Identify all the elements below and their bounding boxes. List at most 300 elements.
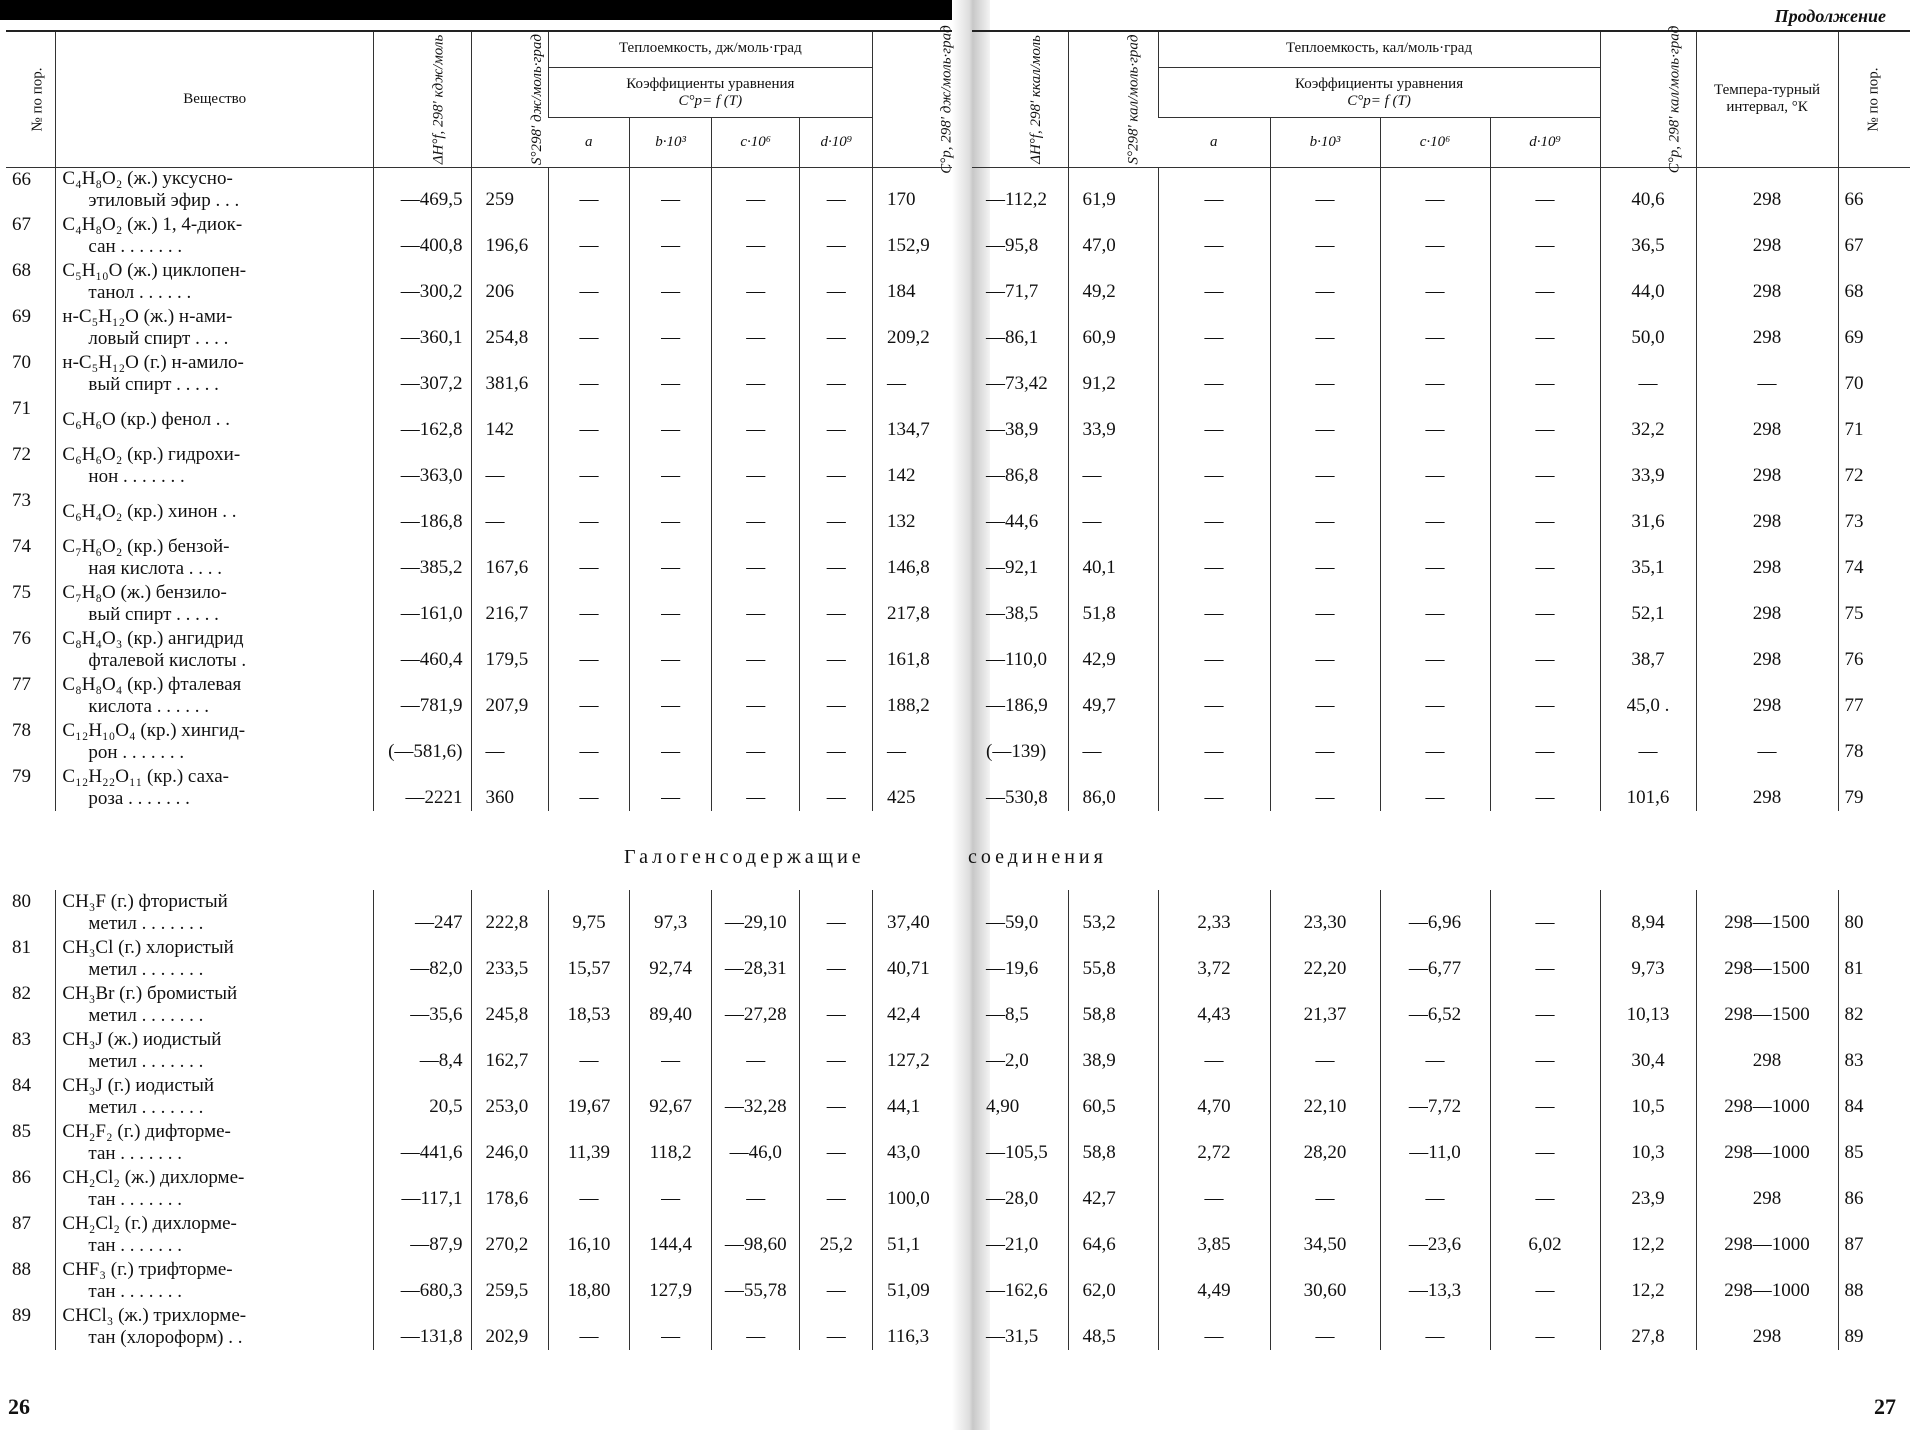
b-cal-cell: — (1270, 765, 1380, 811)
d-cal-cell: — (1490, 489, 1600, 535)
d-cal-cell: — (1490, 443, 1600, 489)
d-cal-cell: — (1490, 936, 1600, 982)
cp298-cal-cell: 8,94 (1600, 890, 1696, 936)
temp-range-cell: 298 (1696, 305, 1838, 351)
dh-kcal-cell: —2,0 (986, 1050, 1029, 1071)
page-number-left: 26 (8, 1394, 30, 1419)
dh-kj-cell: —469,5 (373, 167, 471, 213)
c-cal-cell: — (1380, 1028, 1490, 1074)
c-cal-cell: — (1380, 765, 1490, 811)
s-cal-cell: — (1068, 489, 1158, 535)
header-coef-eq-r: C°p= f (T) (1347, 93, 1411, 109)
a-cell: — (548, 167, 630, 213)
cp298-cal-cell: 23,9 (1600, 1166, 1696, 1212)
substance-line-1: CH₂F₂ (г.) дифторме- (62, 1121, 231, 1142)
table-row (6, 443, 952, 489)
dh-kj-cell: —131,8 (374, 1304, 472, 1350)
header-s-j: S°298' дж/моль·град (528, 33, 545, 165)
table-row (972, 1258, 1910, 1304)
substance-line-1: C₈H₄O₃ (кр.) ангидрид (62, 628, 244, 649)
temp-range-cell: 298 (1696, 1028, 1838, 1074)
c-cell: — (711, 489, 799, 535)
d-cell: — (800, 1258, 873, 1304)
header-d-r: d·10⁹ (1490, 117, 1600, 167)
b-cell: — (630, 627, 712, 673)
cp298-j-cell: 217,8 (873, 581, 952, 627)
s-cal-cell: 49,7 (1068, 673, 1158, 719)
s-cal-cell: — (1068, 719, 1158, 765)
c-cal-cell: —6,77 (1380, 936, 1490, 982)
substance-line-2: роза . . . . . . . (88, 788, 190, 809)
s-j-cell: 381,6 (471, 351, 548, 397)
a-cal-cell: — (1158, 351, 1270, 397)
row-number: 74 (12, 536, 31, 557)
cp298-j-cell: 146,8 (873, 535, 952, 581)
substance-line-1: C₅H₁₀O (ж.) циклопен- (62, 260, 247, 281)
b-cal-cell: — (1270, 305, 1380, 351)
a-cell: — (548, 535, 630, 581)
c-cell: — (711, 167, 799, 213)
c-cal-cell: — (1380, 259, 1490, 305)
table-row (972, 1166, 1910, 1212)
substance-line-1: C₇H₈O (ж.) бензило- (62, 582, 227, 603)
substance-line-1: CHF₃ (г.) трифторме- (62, 1259, 233, 1280)
c-cell: — (711, 627, 799, 673)
d-cell: — (800, 627, 873, 673)
s-j-cell: 196,6 (471, 213, 548, 259)
cp298-j-cell: 184 (873, 259, 952, 305)
c-cal-cell: — (1380, 1166, 1490, 1212)
substance-line-1: н-C₅H₁₂O (г.) н-амило- (62, 352, 244, 373)
table-row (972, 719, 1910, 765)
c-cal-cell: — (1380, 443, 1490, 489)
table-row (972, 890, 1910, 936)
table-row (6, 1212, 952, 1258)
table-row (972, 1304, 1910, 1350)
d-cal-cell: — (1490, 351, 1600, 397)
row-number: 88 (1838, 1258, 1910, 1304)
substance-line-1: CH₃Cl (г.) хлористый (62, 937, 234, 958)
cp298-j-cell: 170 (873, 167, 952, 213)
row-number: 77 (1838, 673, 1910, 719)
dh-kj-cell: (—581,6) (373, 719, 471, 765)
row-number: 68 (12, 260, 31, 281)
table-row (972, 936, 1910, 982)
a-cell: — (548, 765, 630, 811)
a-cell: 18,53 (548, 982, 630, 1028)
c-cell: — (711, 259, 799, 305)
a-cal-cell: — (1158, 259, 1270, 305)
substance-line-2: ловый спирт . . . . (88, 328, 229, 349)
substance-line-2: вый спирт . . . . . (88, 604, 219, 625)
a-cal-cell: — (1158, 443, 1270, 489)
temp-range-cell: 298 (1696, 581, 1838, 627)
dh-kj-cell: —2221 (373, 765, 471, 811)
s-j-cell: — (471, 443, 548, 489)
header-dh-kcal: ΔH°f, 298' ккал/моль (1027, 34, 1044, 164)
b-cell: — (630, 535, 712, 581)
b-cal-cell: — (1270, 535, 1380, 581)
a-cell: — (548, 489, 630, 535)
table-row (6, 673, 952, 719)
b-cell: — (630, 305, 712, 351)
a-cell: 11,39 (548, 1120, 630, 1166)
d-cal-cell: — (1490, 167, 1600, 213)
header-c-r: c·10⁶ (1380, 117, 1490, 167)
d-cal-cell: — (1490, 719, 1600, 765)
substance-line-2: метил . . . . . . . (88, 1051, 204, 1072)
dh-kj-cell: —307,2 (373, 351, 471, 397)
dh-kcal-cell: —8,5 (986, 1004, 1029, 1025)
row-number: 78 (12, 720, 31, 741)
s-j-cell: 254,8 (471, 305, 548, 351)
substance-line-2: метил . . . . . . . (88, 1005, 204, 1026)
cp298-j-cell: 100,0 (873, 1166, 952, 1212)
dh-kcal-cell: (—139) (986, 741, 1047, 762)
substance-name (56, 581, 374, 627)
dh-kcal-cell: 4,90 (986, 1096, 1020, 1117)
a-cell: — (548, 627, 630, 673)
dh-kj-cell: 20,5 (374, 1074, 472, 1120)
b-cell: — (630, 1166, 712, 1212)
dh-kcal-cell: —162,6 (986, 1280, 1048, 1301)
cp298-j-cell: 127,2 (873, 1028, 952, 1074)
row-number: 85 (12, 1121, 31, 1142)
s-cal-cell: 51,8 (1068, 581, 1158, 627)
row-number: 87 (12, 1213, 31, 1234)
temp-range-cell: 298—1500 (1696, 982, 1838, 1028)
cp298-cal-cell: 9,73 (1600, 936, 1696, 982)
substance-line-2: вый спирт . . . . . (88, 374, 219, 395)
d-cal-cell: — (1490, 627, 1600, 673)
cp298-j-cell: 40,71 (873, 936, 952, 982)
temp-range-cell: 298 (1696, 443, 1838, 489)
cp298-cal-cell: 40,6 (1600, 167, 1696, 213)
c-cal-cell: — (1380, 627, 1490, 673)
s-cal-cell: 64,6 (1068, 1212, 1158, 1258)
substance-line-2: тан (хлороформ) . . (88, 1327, 243, 1348)
c-cell: — (711, 443, 799, 489)
cp298-cal-cell: 38,7 (1600, 627, 1696, 673)
a-cell: — (548, 305, 630, 351)
header-cp298-j: C°p, 298' дж/моль·град (938, 25, 955, 174)
substance-name (56, 397, 374, 443)
b-cal-cell: — (1270, 1028, 1380, 1074)
c-cal-cell: — (1380, 397, 1490, 443)
cp298-cal-cell: 33,9 (1600, 443, 1696, 489)
cp298-cal-cell: 32,2 (1600, 397, 1696, 443)
dh-kcal-cell: —186,9 (986, 695, 1048, 716)
temp-range-cell: 298 (1696, 1166, 1838, 1212)
substance-line-2: нон . . . . . . . (88, 466, 185, 487)
d-cal-cell: 6,02 (1490, 1212, 1600, 1258)
substance-line-1: н-C₅H₁₂O (ж.) н-ами- (62, 306, 233, 327)
row-number: 78 (1838, 719, 1910, 765)
c-cell: — (711, 305, 799, 351)
d-cell: — (800, 535, 873, 581)
c-cal-cell: — (1380, 719, 1490, 765)
d-cell: 25,2 (800, 1212, 873, 1258)
right-data-table-halogen (972, 890, 1910, 1350)
c-cal-cell: — (1380, 673, 1490, 719)
a-cal-cell: 3,85 (1158, 1212, 1270, 1258)
table-row (972, 673, 1910, 719)
substance-line-2: тан . . . . . . . (88, 1143, 183, 1164)
s-j-cell: 142 (471, 397, 548, 443)
b-cell: — (630, 489, 712, 535)
d-cal-cell: — (1490, 581, 1600, 627)
cp298-j-cell: 425 (873, 765, 952, 811)
substance-line-2: тан . . . . . . . (88, 1189, 183, 1210)
a-cell: 15,57 (548, 936, 630, 982)
left-data-table (6, 25, 955, 811)
dh-kcal-cell: —44,6 (986, 511, 1039, 532)
b-cal-cell: — (1270, 581, 1380, 627)
a-cal-cell: — (1158, 489, 1270, 535)
row-number: 79 (1838, 765, 1910, 811)
d-cell: — (800, 765, 873, 811)
cp298-cal-cell: 36,5 (1600, 213, 1696, 259)
b-cell: — (630, 765, 712, 811)
b-cal-cell: — (1270, 1166, 1380, 1212)
c-cell: —46,0 (711, 1120, 799, 1166)
table-row (6, 351, 952, 397)
dh-kj-cell: —781,9 (373, 673, 471, 719)
substance-name (56, 1074, 374, 1120)
cp298-cal-cell: — (1600, 719, 1696, 765)
substance-line-1: C₆H₆O₂ (кр.) гидрохи- (62, 444, 241, 465)
c-cell: — (711, 535, 799, 581)
substance-line-1: C₇H₆O₂ (кр.) бензой- (62, 536, 230, 557)
c-cal-cell: — (1380, 535, 1490, 581)
c-cal-cell: — (1380, 581, 1490, 627)
b-cell: — (630, 167, 712, 213)
dh-kcal-cell: —59,0 (986, 912, 1039, 933)
header-substance: Вещество (56, 31, 374, 167)
substance-line-1: C₄H₈O₂ (ж.) уксусно- (62, 168, 233, 190)
substance-line-1: C₆H₄O₂ (кр.) хинон . . (62, 501, 237, 522)
substance-name (56, 719, 374, 765)
table-row (6, 1166, 952, 1212)
cp298-j-cell: 43,0 (873, 1120, 952, 1166)
dh-kcal-cell: —38,5 (986, 603, 1039, 624)
s-j-cell: 216,7 (471, 581, 548, 627)
b-cal-cell: 28,20 (1270, 1120, 1380, 1166)
b-cal-cell: 23,30 (1270, 890, 1380, 936)
b-cal-cell: 22,20 (1270, 936, 1380, 982)
cp298-cal-cell: 45,0 . (1600, 673, 1696, 719)
b-cal-cell: 21,37 (1270, 982, 1380, 1028)
cp298-cal-cell: 10,13 (1600, 982, 1696, 1028)
c-cal-cell: —6,96 (1380, 890, 1490, 936)
dh-kcal-cell: —112,2 (986, 189, 1048, 210)
section-title-right: соединения (968, 846, 1107, 868)
c-cell: —27,28 (711, 982, 799, 1028)
dh-kcal-cell: —95,8 (986, 235, 1039, 256)
a-cal-cell: — (1158, 673, 1270, 719)
row-number: 82 (1838, 982, 1910, 1028)
c-cal-cell: — (1380, 305, 1490, 351)
dh-kj-cell: —680,3 (374, 1258, 472, 1304)
a-cal-cell: 2,33 (1158, 890, 1270, 936)
dh-kcal-cell: —105,5 (986, 1142, 1048, 1163)
row-number: 82 (12, 983, 31, 1004)
row-number: 83 (12, 1029, 31, 1050)
d-cal-cell: — (1490, 1304, 1600, 1350)
temp-range-cell: 298—1000 (1696, 1120, 1838, 1166)
row-number: 75 (12, 582, 31, 603)
header-a: a (548, 117, 630, 167)
dh-kj-cell: —460,4 (373, 627, 471, 673)
s-cal-cell: 53,2 (1068, 890, 1158, 936)
dh-kj-cell: —117,1 (374, 1166, 472, 1212)
cp298-cal-cell: 50,0 (1600, 305, 1696, 351)
c-cell: — (711, 673, 799, 719)
a-cell: — (548, 213, 630, 259)
right-data-table (972, 25, 1910, 811)
row-number: 70 (1838, 351, 1910, 397)
row-number: 71 (1838, 397, 1910, 443)
row-number: 83 (1838, 1028, 1910, 1074)
table-row (972, 489, 1910, 535)
s-cal-cell: 42,7 (1068, 1166, 1158, 1212)
dh-kcal-cell: —38,9 (986, 419, 1039, 440)
dh-kj-cell: —8,4 (374, 1028, 472, 1074)
b-cal-cell: — (1270, 397, 1380, 443)
header-b-r: b·10³ (1270, 117, 1380, 167)
substance-line-1: CHCl₃ (ж.) трихлорме- (62, 1305, 247, 1326)
d-cal-cell: — (1490, 535, 1600, 581)
d-cal-cell: — (1490, 1028, 1600, 1074)
cp298-j-cell: 42,4 (873, 982, 952, 1028)
dh-kj-cell: —360,1 (373, 305, 471, 351)
s-cal-cell: 60,5 (1068, 1074, 1158, 1120)
a-cal-cell: 3,72 (1158, 936, 1270, 982)
dh-kcal-cell: —530,8 (986, 787, 1048, 808)
page-number-right: 27 (1874, 1394, 1896, 1419)
s-j-cell: 206 (471, 259, 548, 305)
row-number: 80 (1838, 890, 1910, 936)
c-cell: — (711, 1304, 799, 1350)
d-cell: — (800, 1120, 873, 1166)
s-cal-cell: 48,5 (1068, 1304, 1158, 1350)
a-cal-cell: — (1158, 397, 1270, 443)
table-row (6, 1028, 952, 1074)
a-cal-cell: 4,49 (1158, 1258, 1270, 1304)
s-j-cell: — (471, 489, 548, 535)
d-cal-cell: — (1490, 259, 1600, 305)
c-cal-cell: —11,0 (1380, 1120, 1490, 1166)
substance-line-2: тан . . . . . . . (88, 1235, 183, 1256)
s-j-cell: 259 (471, 167, 548, 213)
s-cal-cell: 49,2 (1068, 259, 1158, 305)
substance-line-1: CH₂Cl₂ (ж.) дихлорме- (62, 1167, 245, 1188)
b-cell: — (630, 673, 712, 719)
s-j-cell: 222,8 (471, 890, 548, 936)
top-black-bar (0, 0, 952, 20)
cp298-j-cell: 37,40 (873, 890, 952, 936)
substance-line-1: CH₃J (ж.) иодистый (62, 1029, 222, 1050)
d-cell: — (800, 259, 873, 305)
dh-kcal-cell: —92,1 (986, 557, 1039, 578)
b-cal-cell: — (1270, 351, 1380, 397)
substance-line-1: CH₃Br (г.) бромистый (62, 983, 238, 1004)
row-number: 86 (12, 1167, 31, 1188)
header-coef-title-r: Коэффициенты уравнения (1294, 76, 1464, 92)
row-number: 67 (1838, 213, 1910, 259)
b-cal-cell: 22,10 (1270, 1074, 1380, 1120)
s-j-cell: 245,8 (471, 982, 548, 1028)
row-number: 76 (1838, 627, 1910, 673)
b-cal-cell: — (1270, 489, 1380, 535)
header-dh-kj: ΔH°f, 298' кдж/моль (430, 34, 447, 165)
b-cell: — (630, 1304, 712, 1350)
s-cal-cell: 58,8 (1068, 982, 1158, 1028)
a-cell: — (548, 351, 630, 397)
cp298-cal-cell: 30,4 (1600, 1028, 1696, 1074)
s-cal-cell: 60,9 (1068, 305, 1158, 351)
cp298-j-cell: 132 (873, 489, 952, 535)
row-number: 69 (12, 306, 31, 327)
table-row (6, 397, 952, 443)
table-row (972, 765, 1910, 811)
temp-range-cell: 298 (1696, 259, 1838, 305)
c-cell: — (711, 581, 799, 627)
substance-name (56, 443, 374, 489)
header-coef-eq: C°p= f (T) (678, 93, 743, 109)
a-cell: — (548, 443, 630, 489)
c-cal-cell: —23,6 (1380, 1212, 1490, 1258)
s-j-cell: 179,5 (471, 627, 548, 673)
substance-line-2: тан . . . . . . . (88, 1281, 183, 1302)
row-number: 89 (1838, 1304, 1910, 1350)
dh-kj-cell: —400,8 (373, 213, 471, 259)
s-cal-cell: 33,9 (1068, 397, 1158, 443)
s-cal-cell: 62,0 (1068, 1258, 1158, 1304)
d-cell: — (800, 213, 873, 259)
s-j-cell: 207,9 (471, 673, 548, 719)
a-cal-cell: — (1158, 167, 1270, 213)
table-row (6, 627, 952, 673)
d-cell: — (800, 982, 873, 1028)
a-cell: — (548, 259, 630, 305)
dh-kj-cell: —300,2 (373, 259, 471, 305)
temp-range-cell: 298—1500 (1696, 936, 1838, 982)
substance-line-2: фталевой кислоты . (88, 650, 247, 671)
d-cal-cell: — (1490, 213, 1600, 259)
substance-name (56, 673, 374, 719)
table-row (972, 167, 1910, 213)
b-cell: 127,9 (630, 1258, 712, 1304)
dh-kcal-cell: —19,6 (986, 958, 1039, 979)
temp-range-cell: 298—1000 (1696, 1258, 1838, 1304)
table-row (972, 1074, 1910, 1120)
temp-range-cell: 298 (1696, 627, 1838, 673)
substance-name (56, 627, 374, 673)
s-cal-cell: 55,8 (1068, 936, 1158, 982)
s-j-cell: 202,9 (471, 1304, 548, 1350)
substance-name (56, 1258, 374, 1304)
cp298-cal-cell: 10,5 (1600, 1074, 1696, 1120)
c-cal-cell: —13,3 (1380, 1258, 1490, 1304)
table-row (972, 1120, 1910, 1166)
a-cal-cell: — (1158, 213, 1270, 259)
d-cal-cell: — (1490, 982, 1600, 1028)
header-num: № по пор. (29, 67, 46, 132)
row-number: 81 (12, 937, 31, 958)
temp-range-cell: 298 (1696, 535, 1838, 581)
table-row (972, 213, 1910, 259)
